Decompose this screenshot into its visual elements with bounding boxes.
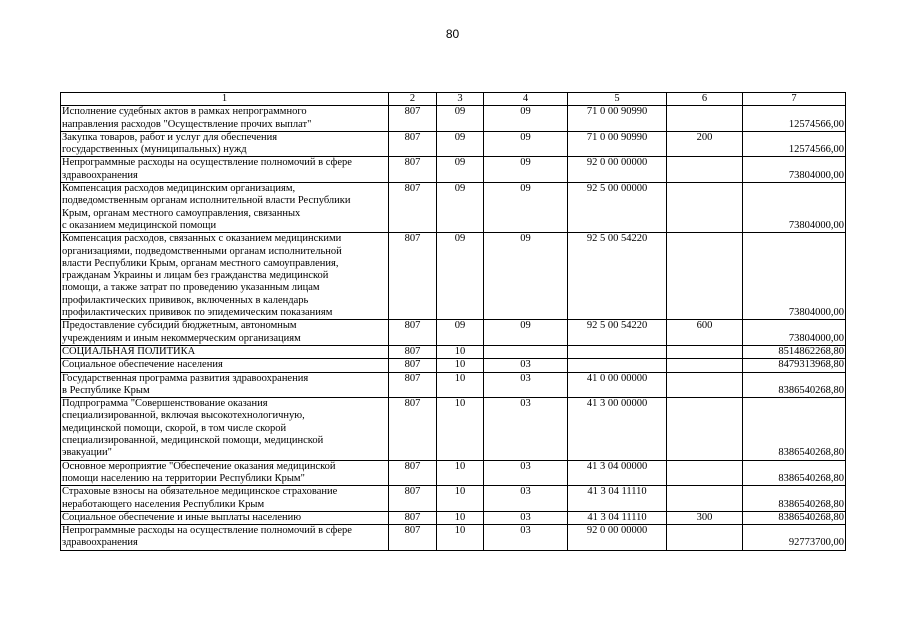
cell-section: 10: [437, 511, 484, 524]
table-body: [61, 93, 846, 551]
cell-subsection: 03: [484, 525, 568, 551]
cell-expense-type: [667, 106, 743, 132]
header-cell-4: 4: [484, 93, 568, 106]
cell-target: [568, 359, 667, 372]
cell-subsection: 09: [484, 106, 568, 132]
cell-subsection: 03: [484, 460, 568, 486]
cell-name: Страховые взносы на обязательное медицинское страхование неработающего населения Республики Крым: [61, 486, 389, 512]
table-row: [61, 511, 846, 524]
cell-ministry: 807: [389, 183, 437, 233]
cell-subsection: 03: [484, 486, 568, 512]
cell-sum: 8386540268,80: [743, 460, 846, 486]
cell-sum: 8386540268,80: [743, 511, 846, 524]
table-row: [61, 345, 846, 358]
cell-expense-type: 600: [667, 320, 743, 346]
cell-section: 10: [437, 372, 484, 398]
cell-section: 10: [437, 460, 484, 486]
cell-subsection: 09: [484, 320, 568, 346]
cell-subsection: 09: [484, 157, 568, 183]
cell-target: 92 5 00 00000: [568, 183, 667, 233]
cell-section: 10: [437, 398, 484, 460]
cell-target: 92 5 00 54220: [568, 320, 667, 346]
cell-sum: 92773700,00: [743, 525, 846, 551]
cell-name: Предоставление субсидий бюджетным, автономным учреждениям и иным некоммерческим организациям: [61, 320, 389, 346]
cell-target: 92 0 00 00000: [568, 525, 667, 551]
cell-expense-type: 300: [667, 511, 743, 524]
cell-name: Государственная программа развития здравоохранения в Республике Крым: [61, 372, 389, 398]
cell-sum: 8386540268,80: [743, 486, 846, 512]
cell-ministry: 807: [389, 320, 437, 346]
cell-name: Подпрограмма "Совершенствование оказания специализированной, включая высокотехнологичную, медицинской помощи, скорой, в том числе скорой специализированной, медицинской помощи, медицинской эвакуации": [61, 398, 389, 460]
header-cell-3: 3: [437, 93, 484, 106]
header-cell-2: 2: [389, 93, 437, 106]
header-cell-7: 7: [743, 93, 846, 106]
cell-subsection: 09: [484, 131, 568, 157]
cell-section: 10: [437, 486, 484, 512]
cell-sum: 73804000,00: [743, 157, 846, 183]
cell-ministry: 807: [389, 511, 437, 524]
cell-target: 41 3 04 00000: [568, 460, 667, 486]
cell-expense-type: [667, 372, 743, 398]
table-header-row: [61, 93, 846, 106]
table-row: [61, 106, 846, 132]
cell-subsection: 09: [484, 183, 568, 233]
cell-name: Основное мероприятие "Обеспечение оказания медицинской помощи населению на территории Республики Крым": [61, 460, 389, 486]
cell-sum: 8514862268,80: [743, 345, 846, 358]
cell-sum: 12574566,00: [743, 131, 846, 157]
cell-sum: 73804000,00: [743, 183, 846, 233]
cell-sum: 12574566,00: [743, 106, 846, 132]
table-row: [61, 131, 846, 157]
cell-sum: 8479313968,80: [743, 359, 846, 372]
cell-section: 10: [437, 359, 484, 372]
cell-expense-type: [667, 157, 743, 183]
cell-name: Социальное обеспечение населения: [61, 359, 389, 372]
cell-section: 09: [437, 106, 484, 132]
header-cell-5: 5: [568, 93, 667, 106]
cell-ministry: 807: [389, 131, 437, 157]
cell-subsection: 09: [484, 233, 568, 320]
table-row: [61, 320, 846, 346]
cell-sum: 73804000,00: [743, 320, 846, 346]
cell-name: Социальное обеспечение и иные выплаты населению: [61, 511, 389, 524]
cell-subsection: 03: [484, 359, 568, 372]
cell-sum: 8386540268,80: [743, 372, 846, 398]
header-cell-6: 6: [667, 93, 743, 106]
cell-expense-type: [667, 486, 743, 512]
table-row: [61, 183, 846, 233]
table-row: [61, 486, 846, 512]
cell-ministry: 807: [389, 372, 437, 398]
budget-table: [60, 92, 846, 551]
cell-ministry: 807: [389, 359, 437, 372]
table-row: [61, 460, 846, 486]
cell-subsection: 03: [484, 372, 568, 398]
cell-target: 41 3 04 11110: [568, 511, 667, 524]
cell-ministry: 807: [389, 106, 437, 132]
cell-target: 71 0 00 90990: [568, 106, 667, 132]
cell-ministry: 807: [389, 157, 437, 183]
cell-subsection: 03: [484, 511, 568, 524]
cell-ministry: 807: [389, 486, 437, 512]
cell-name: Компенсация расходов, связанных с оказанием медицинскими организациями, подведомственными органам исполнительной власти Республики Крым, органам местного самоуправления, гражданам Украины и лицам без гражданства медицинской помощи, а также затрат по проведению указанным лицам профилактических прививок, включенных в календарь профилактических прививок по эпидемическим показаниям: [61, 233, 389, 320]
cell-ministry: 807: [389, 398, 437, 460]
cell-expense-type: [667, 183, 743, 233]
page-number: 80: [445, 27, 460, 41]
cell-section: 09: [437, 320, 484, 346]
table-row: [61, 359, 846, 372]
cell-target: [568, 345, 667, 358]
cell-section: 09: [437, 131, 484, 157]
cell-expense-type: [667, 398, 743, 460]
cell-ministry: 807: [389, 345, 437, 358]
cell-target: 41 0 00 00000: [568, 372, 667, 398]
cell-name: Исполнение судебных актов в рамках непрограммного направления расходов "Осуществление прочих выплат": [61, 106, 389, 132]
cell-expense-type: [667, 345, 743, 358]
cell-section: 10: [437, 345, 484, 358]
cell-target: 41 3 00 00000: [568, 398, 667, 460]
table-row: [61, 372, 846, 398]
table-row: [61, 398, 846, 460]
cell-target: 71 0 00 90990: [568, 131, 667, 157]
cell-name: Закупка товаров, работ и услуг для обеспечения государственных (муниципальных) нужд: [61, 131, 389, 157]
table-row: [61, 233, 846, 320]
cell-ministry: 807: [389, 460, 437, 486]
cell-section: 09: [437, 183, 484, 233]
cell-expense-type: [667, 460, 743, 486]
cell-ministry: 807: [389, 233, 437, 320]
cell-target: 41 3 04 11110: [568, 486, 667, 512]
cell-sum: 73804000,00: [743, 233, 846, 320]
cell-expense-type: [667, 233, 743, 320]
cell-name: Компенсация расходов медицинским организациям, подведомственным органам исполнительной власти Республики Крым, органам местного самоуправления, связанных с оказанием медицинской помощи: [61, 183, 389, 233]
cell-sum: 8386540268,80: [743, 398, 846, 460]
header-cell-1: 1: [61, 93, 389, 106]
table-row: [61, 157, 846, 183]
cell-target: 92 0 00 00000: [568, 157, 667, 183]
cell-subsection: [484, 345, 568, 358]
cell-name: Непрограммные расходы на осуществление полномочий в сфере здравоохранения: [61, 157, 389, 183]
cell-section: 10: [437, 525, 484, 551]
cell-name: Непрограммные расходы на осуществление полномочий в сфере здравоохранения: [61, 525, 389, 551]
cell-subsection: 03: [484, 398, 568, 460]
cell-section: 09: [437, 233, 484, 320]
cell-expense-type: [667, 525, 743, 551]
cell-name: СОЦИАЛЬНАЯ ПОЛИТИКА: [61, 345, 389, 358]
cell-expense-type: 200: [667, 131, 743, 157]
table-row: [61, 525, 846, 551]
cell-section: 09: [437, 157, 484, 183]
cell-expense-type: [667, 359, 743, 372]
cell-ministry: 807: [389, 525, 437, 551]
cell-target: 92 5 00 54220: [568, 233, 667, 320]
